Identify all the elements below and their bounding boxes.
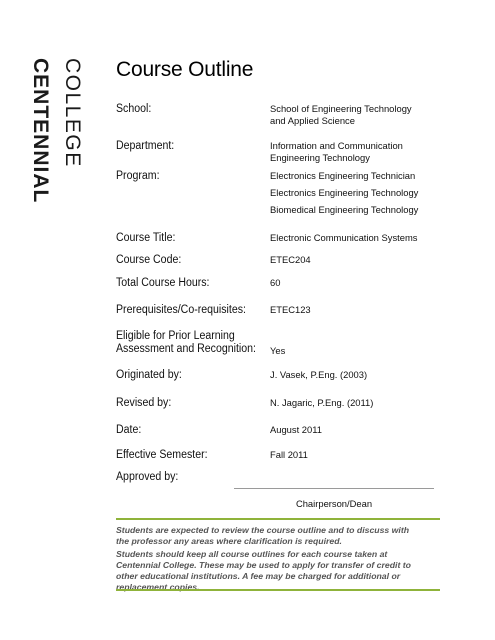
value-department-line1: Information and Communication: [270, 140, 403, 151]
college-logo: [28, 36, 88, 221]
divider-top: [116, 518, 440, 520]
label-approved-by: Approved by:: [116, 471, 179, 483]
label-total-hours: Total Course Hours:: [116, 277, 210, 289]
signature-caption: Chairperson/Dean: [295, 498, 373, 509]
divider-bottom: [116, 589, 440, 591]
value-date: August 2011: [270, 424, 322, 435]
value-effective-semester: Fall 2011: [270, 449, 308, 460]
label-prior-learning-line2: Assessment and Recognition:: [116, 343, 256, 355]
value-program-line2: Electronics Engineering Technology: [270, 187, 419, 198]
label-date: Date:: [116, 424, 142, 436]
value-total-hours: 60: [270, 277, 281, 288]
value-prior-learning: Yes: [270, 345, 286, 356]
label-originated-by: Originated by:: [116, 369, 182, 381]
label-program: Program:: [116, 170, 160, 182]
value-prerequisites: ETEC123: [270, 304, 311, 315]
note-review: Students are expected to review the course outline and to discuss with the professor any areas where clarification is required.: [116, 525, 410, 546]
value-school-line2: and Applied Science: [270, 115, 355, 126]
label-department: Department:: [116, 140, 175, 152]
signature-line: [234, 488, 434, 489]
value-course-code: ETEC204: [270, 254, 311, 265]
logo-word-centennial: CENTENNIAL: [29, 58, 52, 204]
label-effective-semester: Effective Semester:: [116, 449, 208, 461]
note-keep-outlines: Students should keep all course outlines for each course taken at Centennial College. These may be used to apply for transfer of credit to other educational institutions. A fee may be charged for additional or replacement copies.: [116, 549, 411, 592]
value-school-line1: School of Engineering Technology: [270, 103, 412, 114]
label-prior-learning-line1: Eligible for Prior Learning: [116, 330, 235, 342]
value-program-line3: Biomedical Engineering Technology: [270, 204, 419, 215]
label-school: School:: [116, 103, 152, 115]
label-course-code: Course Code:: [116, 254, 182, 266]
value-program-line1: Electronics Engineering Technician: [270, 170, 416, 181]
label-revised-by: Revised by:: [116, 397, 172, 409]
logo-word-college: COLLEGE: [61, 58, 84, 168]
value-department-line2: Engineering Technology: [270, 152, 370, 163]
page-title: Course Outline: [116, 58, 254, 81]
value-course-title: Electronic Communication Systems: [270, 232, 418, 243]
label-prerequisites: Prerequisites/Co-requisites:: [116, 304, 246, 316]
value-originated-by: J. Vasek, P.Eng. (2003): [270, 369, 368, 380]
value-revised-by: N. Jagaric, P.Eng. (2011): [270, 397, 374, 408]
label-course-title: Course Title:: [116, 232, 176, 244]
